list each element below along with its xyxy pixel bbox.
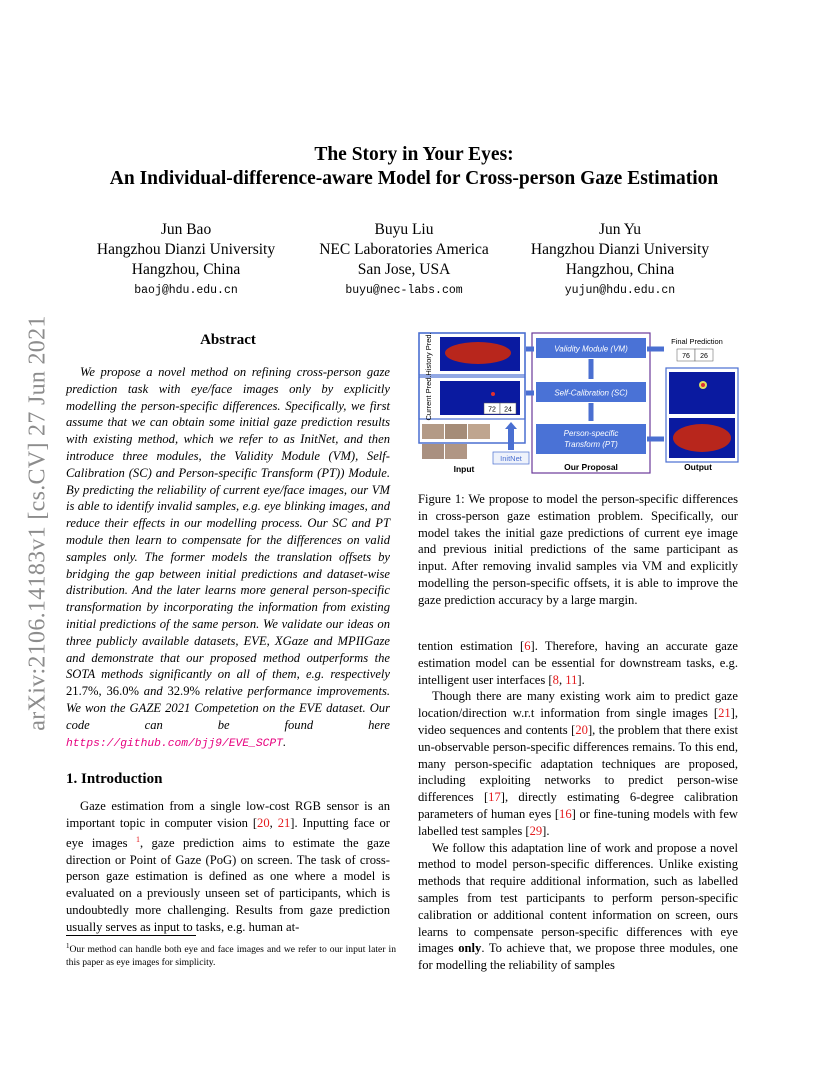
abstract-text: , (98, 684, 107, 699)
author-name: Jun Bao (160, 221, 212, 238)
arxiv-sidebar (18, 288, 58, 758)
citation-link[interactable]: 21 (277, 815, 291, 830)
abstract-text: relative performance improvements. We won the GAZE 2021 Competetion on the EVE dataset. Our code can be found here (66, 684, 391, 732)
body-text: . To achieve that, we propose three modules, one for modelling the reliability of samples (418, 941, 739, 973)
abstract-stat: 32.9% (167, 684, 200, 699)
initnet-arrowhead (505, 422, 517, 429)
initnet-label: InitNet (500, 454, 522, 463)
output-label: Output (684, 462, 712, 472)
body-text: ], video sequences and contents [ (418, 706, 738, 737)
citation-link[interactable]: 21 (718, 706, 731, 721)
emphasis-text: only (458, 941, 482, 956)
final-x-value: 76 (682, 353, 690, 360)
body-text: ]. (542, 823, 550, 838)
citation-link[interactable]: 29 (529, 823, 543, 838)
author-affiliation: NEC Laboratories America (319, 241, 489, 258)
author-affiliation: Hangzhou Dianzi University (530, 241, 710, 258)
author-block (304, 220, 504, 302)
footnote-divider (66, 935, 196, 936)
output-point-map (669, 372, 735, 414)
intro-text: Gaze estimation from a single low-cost RGB sensor is an important topic in computer vision [ (66, 799, 390, 830)
eye-thumbnail (445, 444, 467, 459)
body-text: ] or fine-tuning models with few labelled test samples [ (418, 806, 738, 838)
citation-link[interactable]: 11 (565, 672, 578, 687)
body-text: We follow this adaptation line of work and propose a novel method to model person-specific differences. Unlike existing methods that require additional information, such as labelled samples from test participants to perform person-specific calibration or additional content information on screen, ours learns to compensate person-specific differences with eye images (418, 840, 738, 956)
body-text: ], directly estimating 6-degree calibration parameters of human eyes [ (418, 790, 738, 821)
author-name: Buyu Liu (374, 221, 434, 238)
history-blob (445, 342, 511, 364)
final-prediction-label: Final Prediction (671, 337, 723, 346)
author-block (86, 220, 286, 302)
vm-label: Validity Module (VM) (554, 344, 628, 354)
footnote-text: Our method can handle both eye and face images and we refer to our input later in this paper as eye images for simplicity. (66, 944, 396, 968)
right-paragraph-2 (418, 688, 738, 839)
abstract-heading: Abstract (200, 332, 256, 348)
intro-text: , (269, 815, 278, 830)
intro-paragraph (66, 798, 390, 936)
current-point (491, 392, 495, 396)
author-location: San Jose, USA (357, 261, 451, 278)
author-name: Jun Yu (598, 221, 642, 238)
section-heading-introduction: 1. Introduction (66, 771, 163, 787)
body-text: Though there are many existing work aim to predict gaze location/direction w.r.t information from single images [ (418, 689, 738, 721)
paper-title-line1: The Story in Your Eyes: (314, 144, 514, 165)
author-email: buyu@nec-labs.com (345, 284, 463, 297)
author-location: Hangzhou, China (565, 261, 675, 278)
abstract-text: . (282, 734, 287, 749)
pt-label-1: Person-specific (563, 429, 619, 438)
citation-link[interactable]: 8 (552, 672, 559, 687)
body-text: , (558, 672, 566, 687)
citation-link[interactable]: 6 (524, 639, 531, 653)
abstract-text: We propose a novel method on refining cross-person gaze prediction task with eye/face images only by explicitly modelling the person-specific differences. Specifically, we first assume that we can obtain some initial gaze prediction results with existing method, which we refer to as InitNet, and then introduce three modules, the Validity Module (VM), Self-Calibration (SC) and Person-specific Transform (PT)) Module. By predicting the reliability of current eye/face images, our VM is able to identify invalid samples, e.g. eye blinking images, and reduce their effects in our modelling process. Our SC and PT module then learn to compensate for the differences on valid samples only. The former models the translation offsets by bridging the gap between initial predictions and dataset-wise distribution. And the later learns more general person-specific transformation by incorporating the information from existing initial predictions of the same person. We validate our ideas on three publicly available datasets, EVE, XGaze and MPIIGaze and demonstrate that our proposed method outperforms the SOTA methods significantly on all of them, e.g. respectively (66, 365, 390, 682)
paper-title-line2: An Individual-difference-aware Model for Cross-person Gaze Estimation (109, 168, 719, 189)
arxiv-id: arXiv:2106.14183v1 [cs.CV] 27 Jun 2021 (24, 315, 51, 731)
body-text: tention estimation [ (418, 639, 525, 653)
citation-link[interactable]: 17 (488, 790, 501, 805)
author-email: baoj@hdu.edu.cn (134, 284, 238, 297)
final-y-value: 26 (700, 353, 708, 360)
author-affiliation: Hangzhou Dianzi University (96, 241, 276, 258)
eye-thumbnail (422, 444, 444, 459)
author-block (520, 220, 720, 302)
init-x-value: 72 (488, 406, 496, 414)
citation-link[interactable]: 16 (559, 806, 572, 821)
history-label: History Pred. (424, 332, 433, 376)
pt-label-2: Transform (PT) (564, 440, 618, 449)
intro-text: , gaze prediction aims to estimate the gaze direction or Point of Gaze (PoG) on screen. The task of cross-person gaze estimation is defined as one where a model is evaluated on a previously unseen set of participants, which is undoubtedly more challenging. Results from gaze prediction usually serves as input to tasks, e.g. human at- (66, 835, 390, 934)
intro-text: ]. Inputting face or eye images (66, 815, 390, 850)
right-paragraph-3 (418, 840, 738, 974)
figure-1 (418, 332, 740, 478)
eye-thumbnail (468, 424, 490, 439)
abstract-text: and (139, 684, 168, 699)
author-email: yujun@hdu.edu.cn (564, 284, 676, 297)
footnote-mark: 1 (66, 942, 70, 950)
output-blob (673, 424, 731, 452)
abstract-stat: 21.7% (66, 684, 99, 699)
eye-thumbnail (445, 424, 467, 439)
body-text: ]. (577, 672, 585, 687)
abstract-stat: 36.0% (106, 684, 139, 699)
sc-label: Self-Calibration (SC) (554, 388, 628, 398)
eye-thumbnail (422, 424, 444, 439)
author-location: Hangzhou, China (131, 261, 241, 278)
citation-link[interactable]: 20 (257, 815, 270, 830)
body-text: ]. Therefore, having an accurate gaze estimation model can be essential for downstream tasks, e.g. intelligent user interfaces [ (418, 639, 739, 687)
abstract-body (66, 364, 390, 752)
proposal-label: Our Proposal (564, 462, 618, 472)
current-label: Current Pred. (424, 375, 433, 421)
init-y-value: 24 (504, 406, 512, 414)
body-text: ], the problem that there exist un-observable person-specific differences remains. To this end, many person-specific adaptation techniques are proposed, including exploiting networks to predict person-wise differences [ (418, 722, 738, 805)
right-column (418, 638, 738, 974)
code-link[interactable]: https://github.com/bjj9/EVE_SCPT (66, 737, 283, 750)
footnote-link[interactable]: 1 (135, 834, 140, 844)
output-point-core (701, 383, 705, 387)
footnote (66, 940, 396, 969)
input-label: Input (453, 464, 475, 474)
citation-link[interactable]: 20 (575, 722, 588, 737)
right-paragraph-1 (418, 638, 738, 688)
figure-caption: Figure 1: We propose to model the person-specific differences in cross-person gaze estimation problem. Specifically, our model takes the initial gaze predictions of current eye image and previous initial predictions of the same participant as input. After removing invalid samples via VM and explicitly modelling the person-specific offsets, it is able to improve the gaze prediction accuracy by a large margin. (418, 492, 738, 607)
